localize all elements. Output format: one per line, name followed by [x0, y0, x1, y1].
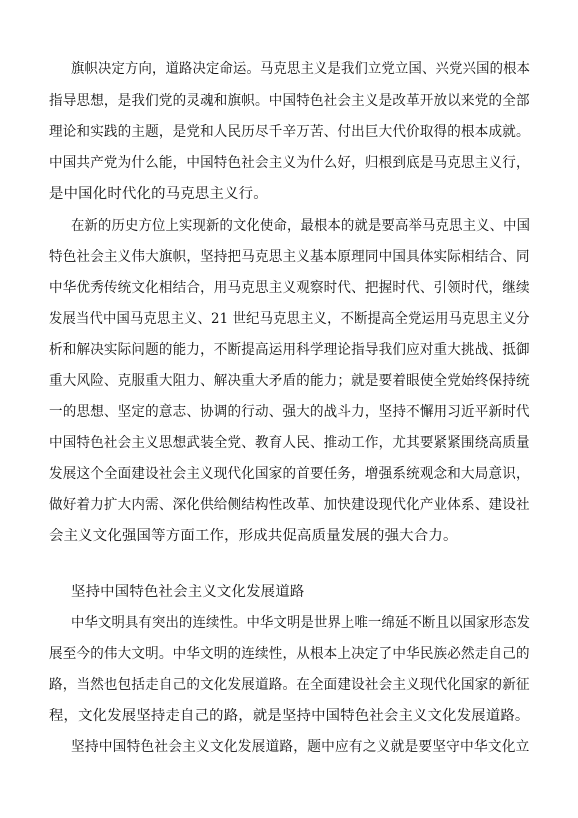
text-line: 特色社会主义伟大旗帜，坚持把马克思主义基本原理同中国具体实际相结合、同 — [49, 249, 530, 265]
text-line: 程，文化发展坚持走自己的路，就是坚持中国特色社会主义文化发展道路。 — [49, 708, 530, 724]
text-line: 析和解决实际问题的能力，不断提高运用科学理论指导我们应对重大挑战、抵御 — [49, 342, 530, 358]
text-line: 展至今的伟大文明。中华文明的连续性，从根本上决定了中华民族必然走自己的 — [49, 646, 530, 662]
text-line: 会主义文化强国等方面工作，形成共促高质量发展的强大合力。 — [49, 528, 458, 544]
text-line: 发展当代中国马克思主义、21 世纪马克思主义，不断提高全党运用马克思主义分 — [49, 311, 530, 327]
text-line: 中华文明具有突出的连续性。中华文明是世界上唯一绵延不断且以国家形态发 — [71, 615, 531, 631]
text-line: 重大风险、克服重大阻力、解决重大矛盾的能力；就是要着眼使全党始终保持统 — [49, 373, 530, 389]
text-line: 中国共产党为什么能，中国特色社会主义为什么好，归根到底是马克思主义行， — [49, 155, 530, 171]
text-line: 做好着力扩大内需、深化供给侧结构性改革、加快建设现代化产业体系、建设社 — [49, 497, 530, 513]
section-heading: 坚持中国特色社会主义文化发展道路 — [71, 584, 305, 600]
text-line: 理论和实践的主题，是党和人民历尽千辛万苦、付出巨大代价取得的根本成就。 — [49, 124, 530, 140]
text-line: 指导思想，是我们党的灵魂和旗帜。中国特色社会主义是改革开放以来党的全部 — [49, 93, 530, 109]
text-line: 旗帜决定方向，道路决定命运。马克思主义是我们立党立国、兴党兴国的根本 — [71, 61, 531, 77]
text-line: 在新的历史方位上实现新的文化使命，最根本的就是要高举马克思主义、中国 — [71, 218, 531, 234]
text-line: 路，当然也包括走自己的文化发展道路。在全面建设社会主义现代化国家的新征 — [49, 677, 530, 693]
text-line: 坚持中国特色社会主义文化发展道路，题中应有之义就是要坚守中华文化立 — [71, 739, 530, 755]
text-line: 发展这个全面建设社会主义现代化国家的首要任务，增强系统观念和大局意识， — [49, 466, 530, 482]
text-line: 中国特色社会主义思想武装全党、教育人民、推动工作，尤其要紧紧围绕高质量 — [49, 435, 530, 451]
text-line: 是中国化时代化的马克思主义行。 — [49, 186, 268, 202]
text-line: 一的思想、坚定的意志、协调的行动、强大的战斗力，坚持不懈用习近平新时代 — [49, 404, 530, 420]
text-line: 中华优秀传统文化相结合，用马克思主义观察时代、把握时代、引领时代，继续 — [49, 280, 530, 296]
